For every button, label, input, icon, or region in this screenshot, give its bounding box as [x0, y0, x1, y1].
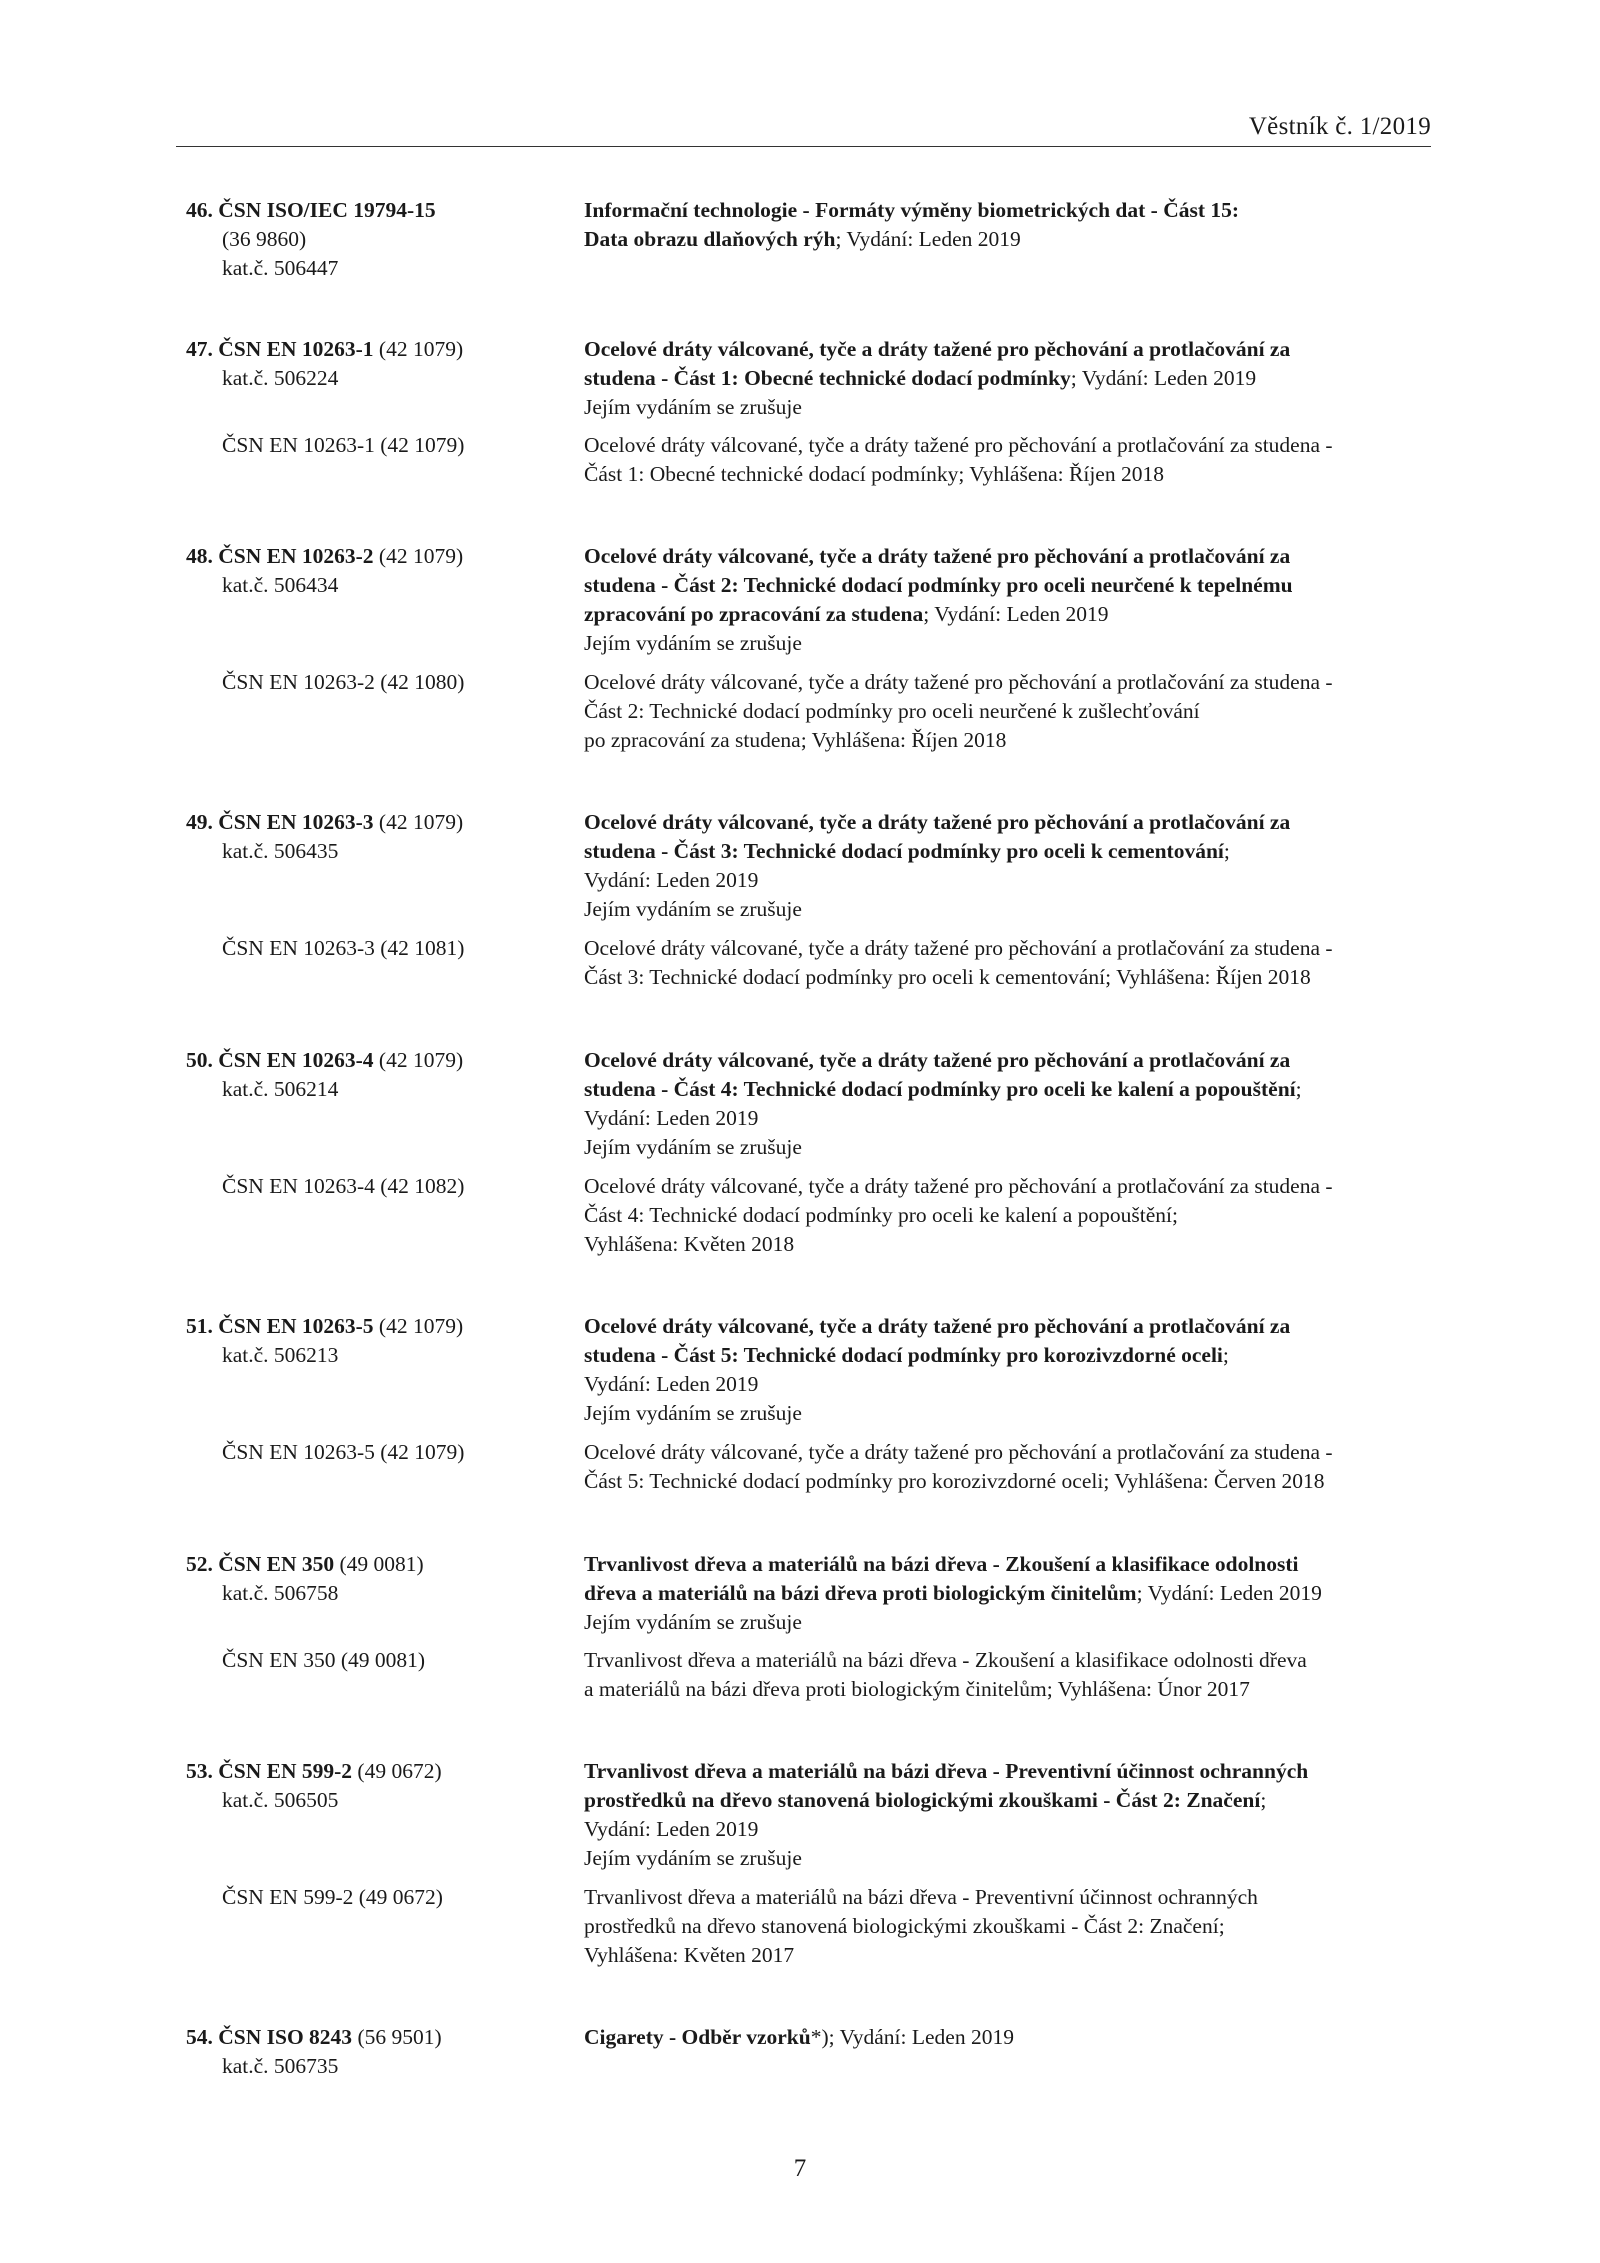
standard-code: ČSN EN 350 [218, 1552, 335, 1576]
standard-code: ČSN EN 10263-4 [218, 1048, 374, 1072]
title-separator: ; [1295, 1077, 1302, 1101]
issue-info: *); Vydání: Leden 2019 [810, 2025, 1014, 2049]
entry-number: 50. [186, 1048, 213, 1072]
catalog-number: kat.č. 506447 [222, 256, 339, 280]
entry-52-right [584, 1550, 1434, 1637]
standard-title: Ocelové dráty válcované, tyče a dráty tažené pro pěchování a protlačování za [584, 1314, 1291, 1338]
old-standard-title: Ocelové dráty válcované, tyče a dráty tažené pro pěchování a protlačování za studena - Část 4: Technické dodací podmínky pro oceli ke kalení a popouštění; Vyhlášena: Květen 2018 [584, 1174, 1333, 1256]
old-standard-code: ČSN EN 599-2 (49 0672) [222, 1885, 443, 1909]
entry-54-right [584, 2023, 1434, 2052]
entry-52-left [186, 1550, 566, 1608]
entry-51-right [584, 1312, 1434, 1428]
standard-title: Cigarety - Odběr vzorků [584, 2025, 811, 2049]
entry-48-right [584, 542, 1434, 658]
standard-title: Trvanlivost dřeva a materiálů na bázi dřeva - Zkoušení a klasifikace odolnosti [584, 1552, 1299, 1576]
cancels-note: Jejím vydáním se zrušuje [584, 1846, 802, 1870]
standard-title: Trvanlivost dřeva a materiálů na bázi dřeva - Preventivní účinnost ochranných [584, 1759, 1309, 1783]
cancels-note: Jejím vydáním se zrušuje [584, 395, 802, 419]
standard-title-cont: zpracování po zpracování za studena [584, 602, 924, 626]
standard-title: Informační technologie - Formáty výměny biometrických dat - Část 15: [584, 198, 1240, 222]
entry-50-right [584, 1046, 1434, 1162]
old-standard-code: ČSN EN 10263-5 (42 1079) [222, 1440, 465, 1464]
standard-code: ČSN ISO 8243 [218, 2025, 353, 2049]
old-standard-code: ČSN EN 10263-1 (42 1079) [222, 433, 465, 457]
standard-title-cont: studena - Část 3: Technické dodací podmínky pro oceli k cementování [584, 839, 1224, 863]
standard-code: ČSN EN 10263-1 [218, 337, 374, 361]
classification: (42 1079) [373, 1314, 464, 1338]
old-standard-code: ČSN EN 10263-3 (42 1081) [222, 936, 465, 960]
classification: (42 1079) [373, 810, 464, 834]
issue-info: Vydání: Leden 2019 [584, 868, 759, 892]
page-header [176, 112, 1431, 147]
standard-title-cont: studena - Část 1: Obecné technické dodací podmínky [584, 366, 1071, 390]
standard-title: Ocelové dráty válcované, tyče a dráty tažené pro pěchování a protlačování za [584, 1048, 1291, 1072]
catalog-number: kat.č. 506213 [222, 1343, 339, 1367]
entry-54-left [186, 2023, 566, 2081]
classification: (49 0672) [352, 1759, 442, 1783]
catalog-number: kat.č. 506758 [222, 1581, 339, 1605]
entry-51-left [186, 1312, 566, 1370]
standard-title: Ocelové dráty válcované, tyče a dráty tažené pro pěchování a protlačování za [584, 544, 1291, 568]
cancels-note: Jejím vydáním se zrušuje [584, 1610, 802, 1634]
standard-title-cont: prostředků na dřevo stanovená biologickými zkouškami - Část 2: Značení [584, 1788, 1261, 1812]
entry-53-left [186, 1757, 566, 1815]
standard-code: ČSN ISO/IEC 19794-15 [218, 198, 436, 222]
old-standard-code: ČSN EN 350 (49 0081) [222, 1648, 426, 1672]
standard-title: Ocelové dráty válcované, tyče a dráty tažené pro pěchování a protlačování za [584, 337, 1291, 361]
old-standard-title: Trvanlivost dřeva a materiálů na bázi dřeva - Preventivní účinnost ochranných prostředků na dřevo stanovená biologickými zkouškami - Část 2: Značení; Vyhlášena: Květen 2017 [584, 1885, 1258, 1967]
classification: (42 1079) [373, 544, 464, 568]
entry-number: 53. [186, 1759, 213, 1783]
classification: (56 9501) [352, 2025, 442, 2049]
old-standard-title: Ocelové dráty válcované, tyče a dráty tažené pro pěchování a protlačování za studena - Část 2: Technické dodací podmínky pro oceli neurčené k zušlechťování po zpracování za studena; Vyhlášena: Říjen 2018 [584, 670, 1333, 752]
entry-number: 47. [186, 337, 213, 361]
old-standard-code: ČSN EN 10263-4 (42 1082) [222, 1174, 465, 1198]
issue-info: Vydání: Leden 2019 [584, 1372, 759, 1396]
entry-46-left [186, 196, 566, 283]
standard-title-cont: dřeva a materiálů na bázi dřeva proti biologickým činitelům [584, 1581, 1137, 1605]
entry-number: 46. [186, 198, 213, 222]
issue-info: Vydání: Leden 2019 [584, 1817, 759, 1841]
catalog-number: kat.č. 506214 [222, 1077, 339, 1101]
entry-47-right [584, 335, 1434, 422]
issue-info: ; Vydání: Leden 2019 [1136, 1581, 1322, 1605]
title-separator: ; [1222, 1343, 1229, 1367]
entry-46-right [584, 196, 1434, 254]
catalog-number: kat.č. 506735 [222, 2054, 339, 2078]
catalog-number: kat.č. 506505 [222, 1788, 339, 1812]
cancels-note: Jejím vydáním se zrušuje [584, 631, 802, 655]
standard-title-cont: Data obrazu dlaňových rýh [584, 227, 836, 251]
cancels-note: Jejím vydáním se zrušuje [584, 1135, 802, 1159]
issue-info: ; Vydání: Leden 2019 [1070, 366, 1257, 390]
entry-number: 49. [186, 810, 213, 834]
entry-49-right [584, 808, 1434, 924]
cancels-note: Jejím vydáním se zrušuje [584, 897, 802, 921]
standard-title-cont: studena - Část 5: Technické dodací podmínky pro korozivzdorné oceli [584, 1343, 1223, 1367]
journal-title: Věstník č. 1/2019 [1248, 113, 1431, 140]
catalog-number: kat.č. 506224 [222, 366, 339, 390]
entry-47-left [186, 335, 566, 393]
entry-number: 54. [186, 2025, 213, 2049]
standard-code: ČSN EN 10263-5 [218, 1314, 374, 1338]
title-separator: ; [1223, 839, 1230, 863]
classification: (49 0081) [334, 1552, 424, 1576]
standard-title-cont: studena - Část 2: Technické dodací podmínky pro oceli neurčené k tepelnému [584, 573, 1293, 597]
entry-number: 51. [186, 1314, 213, 1338]
standard-code: ČSN EN 599-2 [218, 1759, 353, 1783]
old-standard-title: Ocelové dráty válcované, tyče a dráty tažené pro pěchování a protlačování za studena - Část 1: Obecné technické dodací podmínky; Vyhlášena: Říjen 2018 [584, 433, 1333, 486]
issue-info: ; Vydání: Leden 2019 [923, 602, 1109, 626]
entry-number: 48. [186, 544, 213, 568]
old-standard-title: Ocelové dráty válcované, tyče a dráty tažené pro pěchování a protlačování za studena - Část 5: Technické dodací podmínky pro korozivzdorné oceli; Vyhlášena: Červen 2018 [584, 1440, 1333, 1493]
classification: (42 1079) [373, 1048, 464, 1072]
page-number: 7 [793, 2155, 807, 2182]
entry-number: 52. [186, 1552, 213, 1576]
entry-53-right [584, 1757, 1434, 1873]
standard-code: ČSN EN 10263-2 [218, 544, 374, 568]
cancels-note: Jejím vydáním se zrušuje [584, 1401, 802, 1425]
standard-title-cont: studena - Část 4: Technické dodací podmínky pro oceli ke kalení a popouštění [584, 1077, 1296, 1101]
issue-info: ; Vydání: Leden 2019 [835, 227, 1021, 251]
old-standard-code: ČSN EN 10263-2 (42 1080) [222, 670, 465, 694]
standard-title: Ocelové dráty válcované, tyče a dráty tažené pro pěchování a protlačování za [584, 810, 1291, 834]
entry-48-left [186, 542, 566, 600]
entry-50-left [186, 1046, 566, 1104]
issue-info: Vydání: Leden 2019 [584, 1106, 759, 1130]
old-standard-title: Trvanlivost dřeva a materiálů na bázi dřeva - Zkoušení a klasifikace odolnosti dřeva a materiálů na bázi dřeva proti biologickým činitelům; Vyhlášena: Únor 2017 [584, 1648, 1307, 1701]
title-separator: ; [1260, 1788, 1267, 1812]
catalog-number: kat.č. 506434 [222, 573, 339, 597]
old-standard-title: Ocelové dráty válcované, tyče a dráty tažené pro pěchování a protlačování za studena - Část 3: Technické dodací podmínky pro oceli k cementování; Vyhlášena: Říjen 2018 [584, 936, 1333, 989]
standard-code: ČSN EN 10263-3 [218, 810, 374, 834]
catalog-number: kat.č. 506435 [222, 839, 339, 863]
classification: (36 9860) [222, 227, 307, 251]
entry-49-left [186, 808, 566, 866]
classification: (42 1079) [373, 337, 464, 361]
